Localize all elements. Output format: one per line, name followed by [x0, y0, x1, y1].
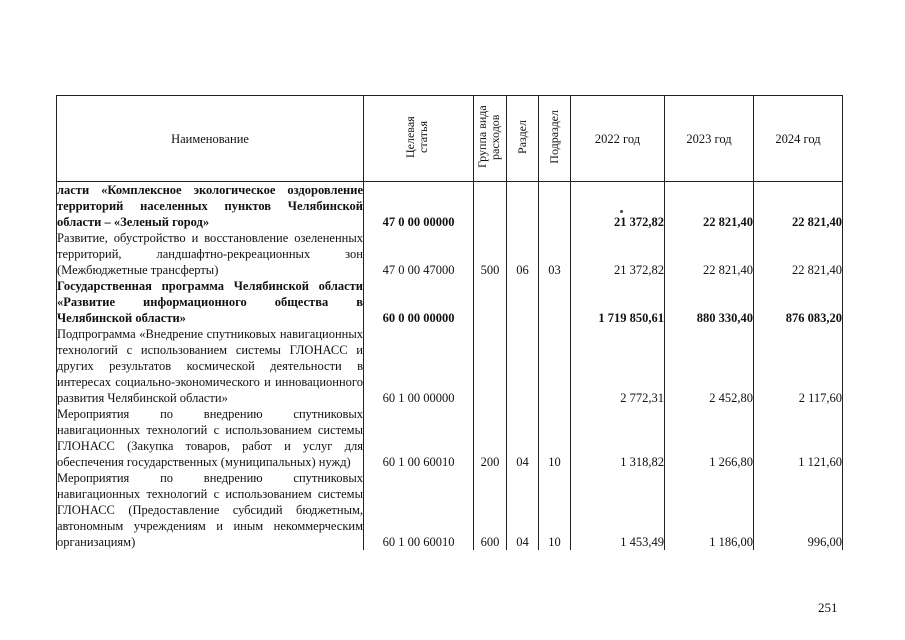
- header-2023: 2023 год: [665, 96, 754, 182]
- row-subsection: 03: [539, 230, 571, 278]
- row-2022: 1 453,49: [571, 470, 665, 550]
- row-2023: 22 821,40: [665, 230, 754, 278]
- header-name: Наименование: [57, 96, 364, 182]
- row-2022: 1 719 850,61: [571, 278, 665, 326]
- table-row: [57, 182, 843, 231]
- table-row: [57, 230, 843, 278]
- row-name: Мероприятия по внедрению спутниковых навигационных технологий с использованием системы ГЛОНАСС (Закупка товаров, работ и услуг для обеспечения государственных (муниципальных) нужд): [57, 407, 363, 469]
- row-2023: 880 330,40: [665, 278, 754, 326]
- header-row: [57, 96, 843, 182]
- row-subsection: [539, 182, 571, 231]
- row-group: [474, 182, 507, 231]
- row-section: 04: [507, 406, 539, 470]
- row-code: 47 0 00 00000: [364, 182, 474, 231]
- row-name: Мероприятия по внедрению спутниковых навигационных технологий с использованием системы ГЛОНАСС (Предоставление субсидий бюджетным, автономным учреждениям и иным некоммерческим организациям): [57, 471, 363, 549]
- header-2024: 2024 год: [754, 96, 843, 182]
- row-section: [507, 278, 539, 326]
- header-section-label: Раздел: [515, 119, 529, 154]
- row-group: [474, 326, 507, 406]
- row-2022: 1 318,82: [571, 406, 665, 470]
- row-subsection: [539, 326, 571, 406]
- table-row: [57, 326, 843, 406]
- row-group: [474, 278, 507, 326]
- page-number: 251: [818, 600, 838, 615]
- row-2023: 22 821,40: [665, 182, 754, 231]
- header-section: [507, 96, 539, 182]
- row-section: [507, 182, 539, 231]
- table-row: [57, 406, 843, 470]
- row-2022: 2 772,31: [571, 326, 665, 406]
- row-2024: 2 117,60: [754, 326, 843, 406]
- budget-table: [56, 95, 843, 550]
- row-2022: 21 372,82: [571, 182, 665, 231]
- row-2022: 21 372,82: [571, 230, 665, 278]
- row-2024: 1 121,60: [754, 406, 843, 470]
- header-target-label: Целевая статья: [402, 115, 430, 158]
- table-row: [57, 470, 843, 550]
- row-2023: 1 186,00: [665, 470, 754, 550]
- header-target: [364, 96, 474, 182]
- header-group-label: Группа вида расходов: [475, 105, 502, 168]
- row-code: 60 1 00 60010: [364, 406, 474, 470]
- row-group: 200: [474, 406, 507, 470]
- row-2024: 996,00: [754, 470, 843, 550]
- row-name: Государственная программа Челябинской области «Развитие информационного общества в Челябинской области»: [57, 279, 363, 325]
- row-name: Развитие, обустройство и восстановление озелененных территорий, ландшафтно-рекреационных зон (Межбюджетные трансферты): [57, 231, 363, 277]
- row-section: [507, 326, 539, 406]
- row-subsection: [539, 278, 571, 326]
- row-code: 60 0 00 00000: [364, 278, 474, 326]
- row-code: 60 1 00 60010: [364, 470, 474, 550]
- row-2024: 22 821,40: [754, 230, 843, 278]
- row-group: 600: [474, 470, 507, 550]
- header-subsection-label: Подраздел: [547, 109, 561, 164]
- table-row: [57, 278, 843, 326]
- row-subsection: 10: [539, 470, 571, 550]
- row-2023: 1 266,80: [665, 406, 754, 470]
- row-code: 47 0 00 47000: [364, 230, 474, 278]
- row-2023: 2 452,80: [665, 326, 754, 406]
- row-2024: 22 821,40: [754, 182, 843, 231]
- row-section: 04: [507, 470, 539, 550]
- row-group: 500: [474, 230, 507, 278]
- header-2022: 2022 год: [571, 96, 665, 182]
- row-2024: 876 083,20: [754, 278, 843, 326]
- row-code: 60 1 00 00000: [364, 326, 474, 406]
- header-group: [474, 96, 507, 182]
- row-name: ласти «Комплексное экологическое оздоровление территорий населенных пунктов Челябинской области – «Зеленый город»: [57, 183, 363, 229]
- row-subsection: 10: [539, 406, 571, 470]
- row-name: Подпрограмма «Внедрение спутниковых навигационных технологий с использованием системы ГЛОНАСС и других результатов космической деятельности в интересах социально-экономического и инновационного развития Челябинской области»: [57, 327, 363, 405]
- row-section: 06: [507, 230, 539, 278]
- header-subsection: [539, 96, 571, 182]
